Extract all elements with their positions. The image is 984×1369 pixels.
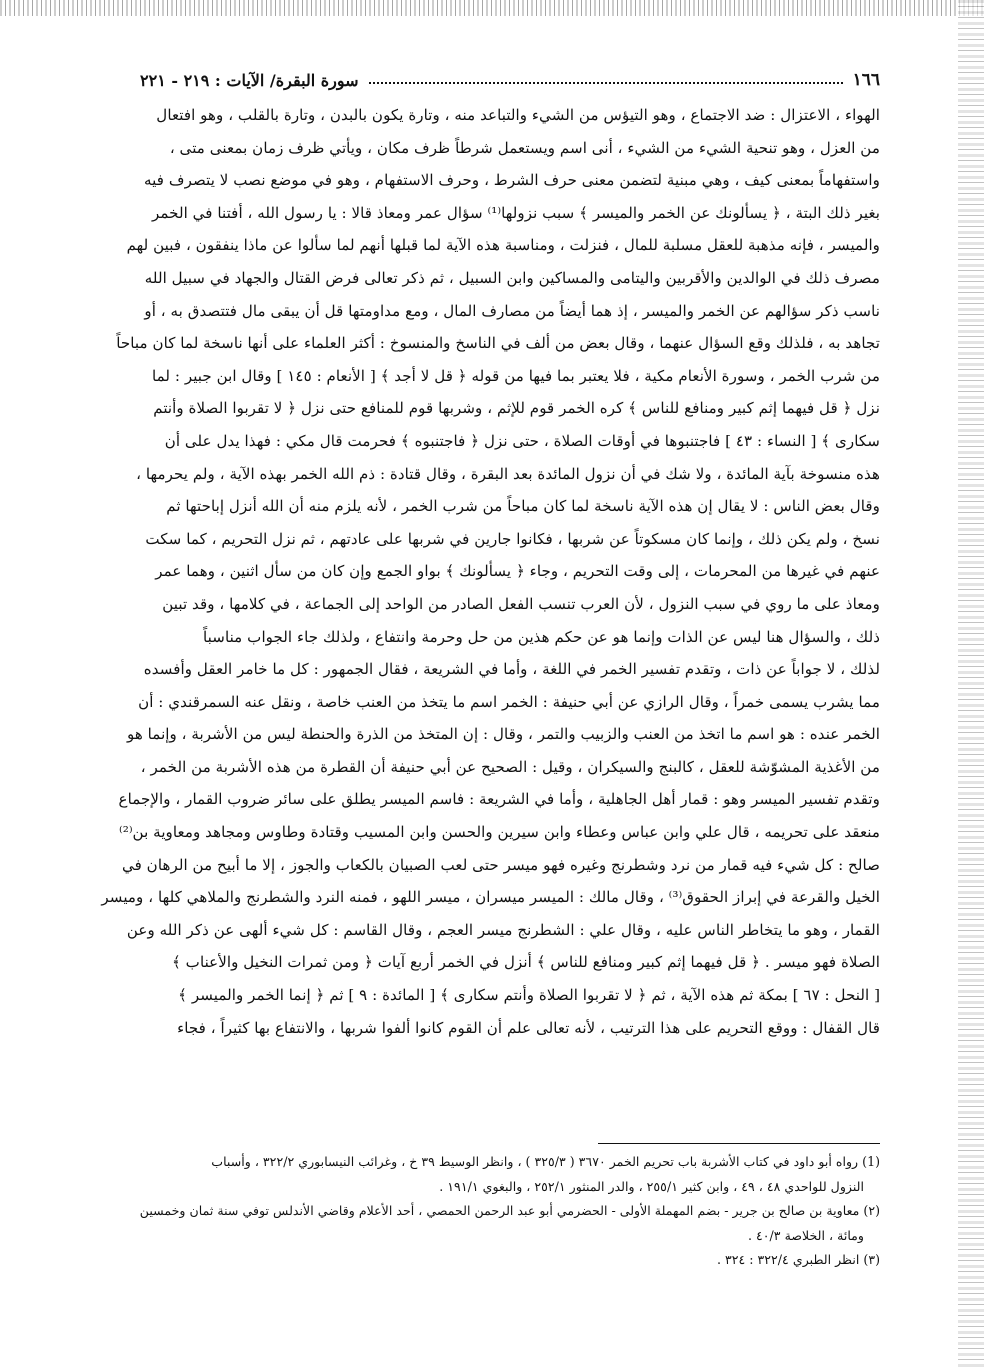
footnote-line: (1) رواه أبو داود في كتاب الأشربة باب تحريم الخمر ٣٦٧٠ ( ٣٢٥/٣ ) ، وانظر الوسيط ٣٩ خ ، وغرائب النيسابوري ٣٢٢/٢ ، وأسباب <box>211 1154 880 1169</box>
decorative-top-border <box>0 0 984 16</box>
footnote-line: (٢) معاوية بن صالح بن جرير - بضم المهملة الأولى - الحضرمي أبو عبد الرحمن الحمصي ، أحد الأعلام وقاضي الأندلس توفي سنة ثمان وخمسين <box>139 1203 880 1218</box>
text-line: من الأغذية المشوّشة للعقل ، كالبنج والسيكران ، وقيل : الصحيح عن أبي حنيفة أن القطرة من هذه الأشربة من الخمر ، <box>140 757 880 776</box>
text-line: وتقدم تفسير الميسر وهو : قمار أهل الجاهلية ، وأما في الشريعة : فاسم الميسر يطلق على سائر ضروب القمار ، والإجماع <box>118 790 880 809</box>
text-line: الخمر عنده : هو اسم ما اتخذ من العنب والزبيب والتمر ، وقال : إن المتخذ من الذرة والحنطة ليس من الأشربة ، وإنما هو <box>126 725 880 744</box>
text-line: [ النحل : ٦٧ ] بمكة ثم هذه الآية ، ثم ﴿ لا تقربوا الصلاة وأنتم سكارى ﴾ [ المائدة : ٩ ] ثم ﴿ إنما الخمر والميسر ﴾ <box>178 986 880 1005</box>
text-line: مما يشرب يسمى خمراً ، وقال الرازي عن أبي حنيفة : الخمر اسم ما يتخذ من العنب خاصة ، ونقل عنه السمرقندي : أن <box>138 692 880 711</box>
text-line: الهواء ، الاعتزال : ضد الاجتماع ، وهو التيؤس من الشيء والتباعد منه ، وتارة يكون بالبدن ، وتارة بالقلب ، وهو افتعال <box>156 106 880 124</box>
text-line: قال القفال : ووقع التحريم على هذا الترتيب ، لأنه تعالى علم أن القوم كانوا ألفوا شربها ، والانتفاع بها كثيراً ، فجاء <box>177 1018 880 1037</box>
text-line: سكارى ﴾ [ النساء : ٤٣ ] فاجتنبوها في أوقات الصلاة ، حتى نزل ﴿ فاجتنبوه ﴾ فحرمت قال مكي : فهذا يدل على أن <box>164 431 880 450</box>
footnotes-block <box>140 1150 880 1273</box>
header-dotted-rule <box>369 82 843 84</box>
text-line: الخيل والقرعة في إبراز الحقوق⁽³⁾ ، وقال مالك : الميسر ميسران ، ميسر اللهو ، فمنه النرد والشطرنج والملاهي كلها ، وميسر <box>101 888 880 907</box>
text-line: وقال بعض الناس : لا يقال إن هذه الآية ناسخة لما كان مباحاً من شرب الخمر ، لأنه يلزم منه أن الله أنزل إباحتها ثم <box>166 497 880 516</box>
text-line: بغير ذلك البتة ، ﴿ يسألونك عن الخمر والميسر ﴾ سبب نزولها⁽¹⁾ سؤال عمر ومعاذ قالا : يا رسول الله ، أفتنا في الخمر <box>152 203 880 222</box>
footnote-line: النزول للواحدي ٤٨ ، ٤٩ ، وابن كثير ٢٥٥/١ ، والدر المنثور ٢٥٢/١ ، والبغوي ١٩١/١ . <box>439 1178 864 1194</box>
text-line: منعقد على تحريمه ، قال علي وابن عباس وعطاء وابن سيرين والحسن وابن المسيب وقتادة وطاوس ومجاهد ومعاوية بن⁽²⁾ <box>119 823 880 842</box>
text-line: من شرب الخمر ، وسورة الأنعام مكية ، فلا يعتبر بما فيها من قوله ﴿ قل لا أجد ﴾ [ الأنعام : ١٤٥ ] وقال ابن جبير : لما <box>152 366 880 385</box>
text-line: ذلك ، والسؤال هنا ليس عن الذات وإنما هو عن حكم هذين من حل وحرمة وانتفاع ، ولذلك جاء الجواب مناسباً <box>203 627 880 646</box>
text-line: مصرف ذلك في الوالدين والأقربين واليتامى والمساكين وابن السبيل ، ثم ذكر تعالى فرض القتال والجهاد في سبيل الله <box>144 268 880 287</box>
main-text-block <box>101 99 880 1142</box>
text-line: نسخ ، ولم يكن ذلك ، وإنما كان مسكوتاً عن شربها ، فكانوا جارين في شربها على عادتهم ، ثم نزل التحريم ، كما سكت <box>145 529 880 548</box>
footnote-divider <box>598 1143 880 1144</box>
text-line: الصلاة فهو ميسر . ﴿ قل فيهما إثم كبير ومنافع للناس ﴾ أنزل في الخمر أربع آيات ﴿ ومن ثمرات النخيل والأعناب ﴾ <box>171 953 880 972</box>
text-line: صالح : كل شيء فيه قمار من نرد وشطرنج وغيره فهو ميسر حتى لعب الصبيان بالكعاب والجوز ، إلا ما أبيح من الرهان في <box>121 855 880 874</box>
text-line: والميسر ، فإنه مذهبة للعقل مسلبة للمال ، فنزلت ، ومناسبة هذه الآية لما قبلها أنهم لما سألوا عن ماذا ينفقون ، فبين لهم <box>126 236 880 255</box>
text-line: ناسب ذكر سؤالهم عن الخمر والميسر ، إذ هما أيضاً من مصارف المال ، ومع مداومتها قل أن يبقى مال فتتصدق به ، أو <box>144 301 880 320</box>
text-line: واستفهاماً بمعنى كيف ، وهي مبنية لتضمن معنى حرف الشرط ، وحرف الاستفهام ، وهو في موضع نصب لا يتصرف فيه <box>144 171 880 190</box>
text-line: القمار ، وهو ما يتخاطر الناس عليه ، وقال علي : الشطرنج ميسر العجم ، وقال القاسم : كل شيء ألهى عن ذكر الله وعن <box>126 920 880 939</box>
text-line: عنهم في غيرها من المحرمات ، إلى وقت التحريم ، وجاء ﴿ يسألونك ﴾ بواو الجمع وإن كان من سأل اثنين ، وهما عمر <box>155 562 880 581</box>
text-line: نزل ﴿ قل فيهما إثم كبير ومنافع للناس ﴾ كره الخمر قوم للإثم ، وشربها قوم للمنافع حتى نزل ﴿ لا تقربوا الصلاة وأنتم <box>153 399 880 418</box>
text-line: هذه منسوخة بآية المائدة ، ولا شك في أن نزول المائدة بعد البقرة ، وقال قتادة : ذم الله الخمر بهذه الآية ، ولم يحرمها ، <box>136 464 880 483</box>
footnote-line: ومائة ، الخلاصة ٤٠/٣ . <box>748 1227 864 1243</box>
running-title: سورة البقرة/ الآيات : ٢١٩ - ٢٢١ <box>140 71 359 90</box>
text-line: من العزل ، وهو تنحية الشيء من الشيء ، أنى اسم ويستعمل شرطاً ظرف مكان ، ويأتي ظرف زمان بمعنى متى ، <box>169 138 880 157</box>
footnote-line: (٣) انظر الطبري ٣٢٢/٤ : ٣٢٤ . <box>716 1252 880 1267</box>
text-line: ومعاذ على ما روي في سبب النزول ، لأن العرب تنسب الفعل الصادر من الواحد إلى الجماعة ، في كلامها ، وقد تبين <box>162 594 880 613</box>
page-number: ١٦٦ <box>852 70 880 90</box>
decorative-right-border <box>958 0 984 1369</box>
text-line: لذلك ، لا جواباً عن ذات ، وتقدم تفسير الخمر في اللغة ، وأما في الشريعة ، فقال الجمهور : كل ما خامر العقل وأفسده <box>143 660 880 679</box>
text-line: تجاهد به ، فلذلك وقع السؤال عنهما ، وقال بعض من ألف في الناسخ والمنسوخ : أكثر العلماء على أنها ناسخة لما كان مباحاً <box>116 334 880 353</box>
page-header <box>140 64 880 92</box>
